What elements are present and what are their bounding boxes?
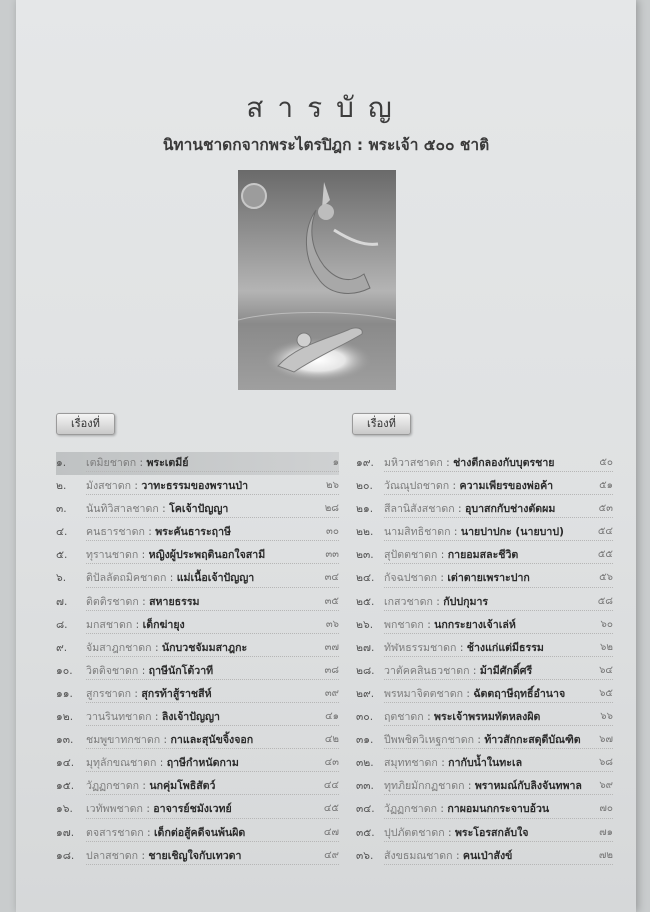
story-title: สหายธรรม (149, 595, 200, 608)
toc-entry[interactable] (56, 683, 339, 706)
story-title: ฉัตตฤาษีฤทธิ์อำนาจ (473, 687, 566, 700)
page-number: ๓๐ (326, 526, 339, 538)
entry-title (86, 822, 245, 844)
title-separator: : (131, 480, 142, 493)
story-title: โคเจ้าปัญญา (169, 503, 229, 516)
jataka-name: ติตติรชาดก (86, 595, 139, 608)
toc-entry[interactable] (356, 752, 613, 775)
toc-entry[interactable] (56, 544, 339, 567)
page-number: ๓๓ (325, 549, 339, 561)
page-number: ๖๔ (599, 664, 613, 676)
cover-illustration (238, 170, 396, 390)
toc-entry[interactable] (56, 660, 339, 683)
entry-number: ๑๗. (56, 826, 75, 839)
toc-entry[interactable] (356, 660, 613, 683)
page-number: ๔๑ (325, 711, 339, 723)
jataka-name: ปลาสชาดก (86, 849, 139, 862)
page-number: ๓๙ (324, 687, 339, 699)
page-number: ๑ (332, 457, 339, 468)
entry-number: ๒๘. (356, 664, 375, 677)
story-title: เด็กต่อสู้คดีจนพ้นผิด (153, 826, 246, 839)
title-separator: : (160, 734, 171, 747)
story-title: หญิงผู้ประพฤตินอกใจสามี (148, 549, 266, 562)
entry-number: ๑๕. (56, 780, 75, 793)
title-separator: : (158, 503, 170, 516)
entry-number: ๕. (56, 549, 68, 562)
page-number: ๕๔ (597, 526, 613, 538)
entry-number: ๙. (56, 641, 68, 654)
story-title: กายอมสละชีวิต (447, 549, 519, 562)
entry-title (384, 752, 522, 774)
page-number: ๕๑ (599, 480, 613, 492)
toc-entry[interactable] (356, 452, 613, 475)
page-number: ๗๒ (598, 849, 613, 861)
entry-number: ๓๒. (356, 757, 374, 770)
jataka-name: พรหมาจิตตชาดก (384, 687, 463, 700)
title-separator: : (138, 849, 149, 862)
title-separator: : (156, 757, 167, 770)
page-number: ๗๑ (599, 826, 613, 838)
page-number: ๔๕ (323, 803, 339, 815)
title-separator: : (456, 641, 467, 654)
entry-title (384, 567, 530, 589)
title-separator: : (474, 734, 485, 747)
jataka-name: วัณณุปถชาดก (384, 480, 450, 493)
page-number: ๕๕ (597, 549, 613, 561)
toc-entry[interactable] (56, 729, 339, 752)
entry-number: ๒๙. (356, 687, 375, 700)
jataka-name: สูกรชาดก (86, 687, 132, 700)
jataka-name: มหิวาสชาดก (384, 457, 443, 469)
toc-entry[interactable] (356, 798, 613, 821)
page-number: ๓๘ (324, 664, 339, 676)
toc-entry[interactable] (356, 706, 613, 729)
page-number: ๕๐ (599, 457, 613, 468)
story-title: ท้าวสักกะสดุดีบัณฑิต (484, 734, 581, 747)
title-separator: : (136, 457, 147, 469)
jataka-name: นันทิวิสาลชาดก (86, 503, 159, 516)
story-title: เต่าตายเพราะปาก (447, 572, 530, 585)
story-title: สุกรท้าสู้ราชสีห์ (141, 687, 212, 700)
jataka-name: วิตติจชาดก (86, 664, 139, 677)
entry-title (86, 752, 239, 774)
page-number: ๕๘ (597, 595, 613, 607)
entry-number: ๑๖. (56, 803, 73, 816)
toc-entry[interactable] (56, 845, 339, 868)
toc-entry[interactable] (56, 521, 339, 544)
toc-entry[interactable] (356, 845, 613, 868)
story-title: นักบวชจัมมสาฎกะ (161, 641, 248, 654)
story-title: ความเพียรของพ่อค้า (459, 480, 554, 493)
jataka-name: วัฏฏกชาดก (86, 780, 140, 793)
toc-entry[interactable] (56, 591, 339, 614)
jataka-name: ติปัลลัตถมิคชาดก (86, 572, 167, 585)
entry-number: ๑. (56, 457, 67, 469)
story-title: แม่เนื้อเจ้าปัญญา (176, 572, 255, 585)
story-title: พระโอรสกลับใจ (454, 826, 529, 839)
title-separator: : (442, 457, 454, 469)
toc-entry[interactable] (56, 752, 339, 775)
entry-number: ๒๕. (356, 595, 375, 608)
entry-number: ๒๗. (356, 641, 375, 654)
page-number: ๕๓ (598, 503, 613, 515)
jataka-name: นามสิทธิชาดก (384, 526, 451, 539)
entry-title (384, 845, 512, 867)
entry-title (384, 452, 555, 474)
toc-entry[interactable] (56, 567, 339, 590)
jataka-name: ทุทภิยมักกฏชาดก (384, 780, 465, 793)
story-title: นายปาปกะ (นายบาป) (460, 526, 564, 539)
story-title: พระเจ้าพรหมทัตหลงผิด (434, 711, 541, 724)
story-title: วาทะธรรมของพรานป่า (141, 480, 249, 493)
title-separator: : (138, 595, 150, 608)
entry-title (384, 521, 564, 543)
entry-title (86, 729, 253, 751)
page-number: ๓๗ (324, 641, 339, 653)
page-number: ๔๓ (324, 757, 339, 769)
title-separator: : (131, 687, 142, 700)
jataka-name: สีลานิสังสชาดก (384, 503, 455, 516)
title-separator: : (138, 549, 149, 562)
page-number: ๖๖ (600, 711, 613, 723)
jataka-name: กัจฉปชาดก (384, 572, 437, 585)
title-separator: : (437, 803, 448, 816)
jataka-name: พกชาดก (384, 618, 424, 631)
title-separator: : (464, 780, 475, 793)
entry-number: ๑๘. (56, 849, 75, 862)
entry-number: ๖. (56, 572, 67, 585)
entry-title (384, 660, 532, 682)
entry-title (86, 845, 241, 867)
toc-entry[interactable] (356, 475, 613, 498)
title-separator: : (437, 572, 448, 585)
title-separator: : (469, 664, 480, 677)
story-title: พราหมณ์กับลิงจันทพาล (474, 780, 582, 793)
title-separator: : (432, 595, 444, 608)
page-number: ๖๒ (600, 641, 613, 653)
toc-entry[interactable] (356, 544, 613, 567)
story-title: กาผอมนกกระจาบอ้วน (447, 803, 550, 816)
entry-number: ๑๑. (56, 687, 73, 700)
entry-title (384, 706, 540, 728)
jataka-name: เตมิยชาดก (86, 457, 137, 469)
book-page (16, 0, 636, 912)
title-separator: : (454, 503, 465, 516)
entry-number: ๑๓. (56, 734, 74, 747)
title-separator: : (166, 572, 177, 585)
title-separator: : (143, 826, 154, 839)
story-title: ช้างแก่แต่มีธรรม (466, 641, 544, 654)
page-number: ๒๘ (324, 503, 339, 515)
toc-entry[interactable] (56, 775, 339, 798)
entry-number: ๓๐. (356, 711, 374, 724)
page-number: ๕๖ (599, 572, 613, 584)
jataka-name: สุปัตตชาดก (384, 549, 438, 562)
toc-entry[interactable] (356, 775, 613, 798)
story-title: กัปปกุมาร (443, 595, 489, 608)
page-number: ๔๙ (324, 849, 339, 861)
title-separator: : (151, 711, 162, 724)
page-number: ๗๐ (599, 803, 613, 815)
story-title: ช่างตีกลองกับบุตรชาย (453, 457, 555, 469)
entry-title (384, 475, 553, 497)
entry-number: ๒๐. (356, 480, 373, 493)
toc-entry[interactable] (356, 683, 613, 706)
left-column-header: เรื่องที่ (56, 413, 115, 435)
entry-number: ๓๓. (356, 780, 374, 793)
entry-number: ๒๓. (356, 549, 374, 562)
toc-entry[interactable] (356, 637, 613, 660)
jataka-name: ตจสารชาดก (86, 826, 144, 839)
entry-title (384, 614, 516, 636)
page-number: ๓๕ (324, 595, 339, 607)
entry-title (86, 452, 189, 474)
entry-number: ๒๖. (356, 618, 374, 631)
right-column-header: เรื่องที่ (352, 413, 411, 435)
jataka-name: มกสชาดก (86, 618, 133, 631)
entry-number: ๓๔. (356, 803, 375, 816)
story-title: ม้ามีศักดิ์ศรี (479, 664, 533, 677)
entry-title (86, 614, 185, 636)
page-number: ๖๕ (599, 687, 613, 699)
title-separator: : (138, 664, 149, 677)
toc-entry[interactable] (56, 498, 339, 521)
title-separator: : (151, 641, 162, 654)
entry-title (384, 683, 565, 705)
page-number: ๔๒ (324, 734, 339, 746)
jataka-name: สมุททชาดก (384, 757, 438, 770)
page-number: ๖๙ (599, 780, 613, 792)
jataka-name: มุทุลักขณชาดก (86, 757, 157, 770)
story-title: คนเป่าสังข์ (462, 849, 513, 862)
story-title: กาและสุนัขจิ้งจอก (170, 734, 254, 747)
page-number: ๓๔ (324, 572, 339, 584)
entry-title (384, 637, 544, 659)
story-title: พระเตมีย์ (146, 457, 189, 469)
entry-title (86, 798, 232, 820)
toc-entry[interactable] (356, 822, 613, 845)
entry-title (384, 729, 581, 751)
entry-number: ๒. (56, 480, 67, 493)
entry-number: ๑๙. (356, 457, 374, 469)
entry-title (384, 591, 488, 613)
toc-entry[interactable] (56, 637, 339, 660)
entry-title (86, 706, 220, 728)
jataka-name: เกสวชาดก (384, 595, 433, 608)
page-title: สารบัญ (246, 91, 406, 124)
title-separator: : (450, 526, 461, 539)
title-separator: : (142, 803, 154, 816)
story-title: ฤาษีนักโต้วาที (148, 664, 214, 677)
jataka-name: ฤตชาดก (384, 711, 424, 724)
page-number: ๖๗ (599, 734, 613, 746)
title-separator: : (144, 526, 156, 539)
page-number: ๔๗ (323, 826, 339, 838)
toc-entry[interactable] (56, 452, 339, 475)
toc-entry[interactable] (356, 567, 613, 590)
entry-title (86, 544, 265, 566)
entry-title (384, 798, 549, 820)
story-title: นกกระยางเจ้าเล่ห์ (434, 618, 516, 631)
story-title: กากับน้ำในทะเล (448, 757, 523, 770)
story-title: พระคันธาระฤาษี (155, 526, 232, 539)
entry-title (86, 567, 254, 589)
page-number: ๖๘ (598, 757, 613, 769)
entry-number: ๒๔. (356, 572, 375, 585)
entry-number: ๓. (56, 503, 67, 516)
title-separator: : (437, 757, 449, 770)
jataka-name: ทัฬหธรรมชาดก (384, 641, 457, 654)
page-subtitle: นิทานชาดกจากพระไตรปิฎก : พระเจ้า ๕๐๐ ชาติ (162, 136, 490, 154)
jataka-name: จัมสาฎกชาดก (86, 641, 152, 654)
title-separator: : (444, 826, 455, 839)
entry-title (86, 660, 213, 682)
entry-number: ๘. (56, 618, 68, 631)
jataka-name: มังสชาดก (86, 480, 132, 493)
toc-entry[interactable] (56, 798, 339, 821)
page-number: ๔๔ (323, 780, 339, 792)
entry-number: ๑๔. (56, 757, 75, 770)
story-title: ลิงเจ้าปัญญา (161, 711, 220, 724)
entry-title (86, 591, 200, 613)
toc-entry[interactable] (56, 475, 339, 498)
moon-shape (242, 184, 266, 208)
entry-title (86, 498, 228, 520)
story-title: ชายเชิญใจกับเทวดา (148, 849, 242, 862)
jataka-name: ปีพพชิตวิเหฐกชาดก (384, 734, 475, 747)
right-toc-list (356, 452, 613, 868)
jataka-name: ปุปภัตตชาดก (384, 826, 445, 839)
entry-number: ๑๒. (56, 711, 74, 724)
deity-figure (306, 210, 370, 293)
entry-number: ๒๑. (356, 503, 374, 516)
title-separator: : (449, 480, 460, 493)
entry-title (384, 544, 518, 566)
entry-title (86, 637, 247, 659)
story-title: อาจารย์ชมังเวทย์ (153, 803, 232, 816)
story-title: ฤาษีกำหนัดกาม (166, 757, 239, 770)
entry-number: ๓๕. (356, 826, 375, 839)
page-number: ๒๖ (326, 480, 339, 492)
title-separator: : (132, 618, 143, 631)
toc-entry[interactable] (356, 521, 613, 544)
entry-number: ๗. (56, 595, 68, 608)
story-title: นกคุ่มโพธิสัตว์ (149, 780, 216, 793)
jataka-name: ทุรานชาดก (86, 549, 139, 562)
title-separator: : (463, 687, 474, 700)
illustration-art (238, 170, 396, 390)
entry-number: ๑๐. (56, 664, 73, 677)
title-separator: : (423, 711, 435, 724)
jataka-name: วัฏฏกชาดก (384, 803, 438, 816)
title-separator: : (452, 849, 463, 862)
story-title: เด็กฆ่ายุง (142, 618, 185, 631)
page-number: ๖๐ (600, 618, 613, 630)
toc-entry[interactable] (56, 614, 339, 637)
toc-entry[interactable] (56, 822, 339, 845)
entry-number: ๒๒. (356, 526, 374, 539)
entry-number: ๔. (56, 526, 68, 539)
jataka-name: ชมพูขาทกชาดก (86, 734, 161, 747)
title-separator: : (139, 780, 150, 793)
jataka-name: วาตัคคสินธวชาดก (384, 664, 470, 677)
left-toc-list (56, 452, 339, 868)
jataka-name: วานรินทชาดก (86, 711, 152, 724)
story-title: อุบาสกกับช่างตัดผม (465, 503, 556, 516)
toc-entry[interactable] (356, 498, 613, 521)
entry-title (384, 775, 582, 797)
jataka-name: สังขธมณชาดก (384, 849, 453, 862)
toc-entry[interactable] (356, 614, 613, 637)
entry-number: ๓๑. (356, 734, 374, 747)
entry-title (384, 498, 555, 520)
toc-entry[interactable] (356, 729, 613, 752)
title-separator: : (423, 618, 435, 631)
title-separator: : (437, 549, 448, 562)
entry-title (86, 775, 216, 797)
page-number: ๓๖ (325, 618, 339, 630)
entry-title (86, 475, 248, 497)
entry-title (86, 683, 212, 705)
jataka-name: คนธารชาดก (86, 526, 145, 539)
toc-entry[interactable] (56, 706, 339, 729)
entry-number: ๓๖. (356, 849, 374, 862)
entry-title (384, 822, 529, 844)
entry-title (86, 521, 231, 543)
jataka-name: เวทัพพชาดก (86, 803, 143, 816)
toc-entry[interactable] (356, 591, 613, 614)
